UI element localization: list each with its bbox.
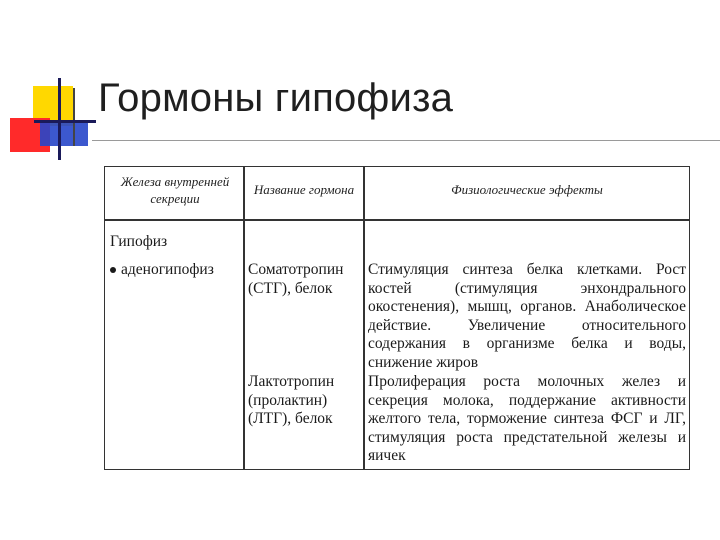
- slide-title: Гормоны гипофиза: [98, 76, 454, 120]
- gland-part: [110, 261, 214, 280]
- decoration-horizontal-line: [34, 120, 96, 123]
- decoration-vertical-line: [58, 78, 61, 160]
- hormone-table: [104, 166, 690, 470]
- column-divider: [243, 167, 245, 469]
- hormone-effects: Пролиферация роста молочных желез и секреция молока, поддержание активности желтого тела, торможение синтеза ФСГ и ЛГ, стимуляция роста предстательной железы и яичек: [368, 373, 686, 464]
- hormone-effects: Стимуляция синтеза белка клетками. Рост костей (стимуляция энхондрального окостенения), мышц, органов. Анаболическое действие. Увеличение относительного содержания в организме белка и воды, снижение жиров: [368, 261, 686, 371]
- decoration-vertical-line-2: [73, 88, 75, 146]
- bullet-icon: [110, 267, 116, 273]
- header-gland: Железа внутренней секреции: [120, 174, 230, 206]
- decoration-blue-block: [40, 120, 88, 146]
- hormone-name: Соматотропин (СТГ), белок: [248, 261, 344, 297]
- hormone-name: Лактотропин (пролактин) (ЛТГ), белок: [248, 373, 335, 427]
- header-divider: [105, 219, 689, 221]
- gland-name: Гипофиз: [110, 233, 168, 250]
- header-hormone: Название гормона: [253, 182, 355, 197]
- gland-part-label: аденогипофиз: [121, 261, 214, 278]
- header-effects: Физиологические эффекты: [451, 182, 603, 197]
- column-divider: [363, 167, 365, 469]
- title-rule: [92, 140, 720, 141]
